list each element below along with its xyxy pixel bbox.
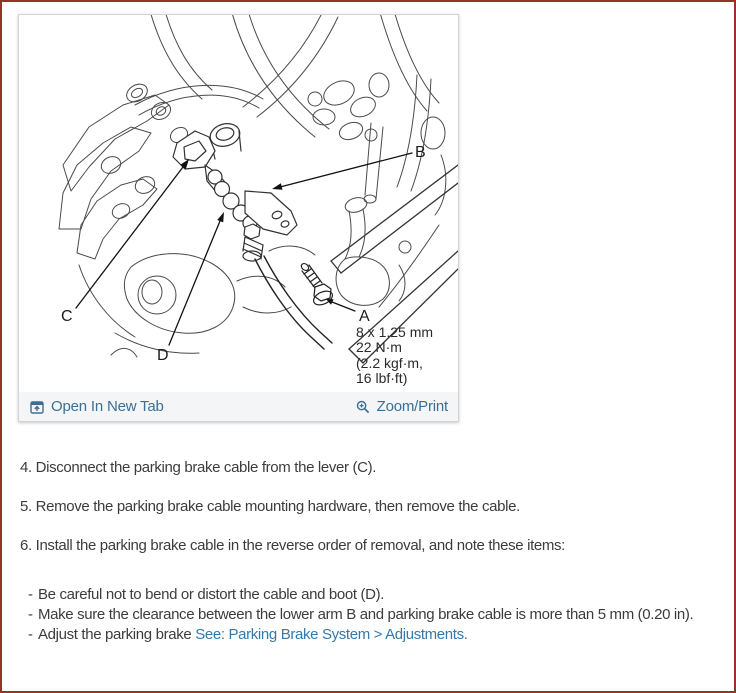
adjustments-link[interactable]: See: Parking Brake System > Adjustments. xyxy=(195,626,468,643)
diagram-background-art xyxy=(59,15,458,363)
note-item-2 xyxy=(28,605,726,625)
step-6: 6. Install the parking brake cable in the reverse order of removal, and note these items: xyxy=(20,537,565,554)
torque-spec-line-3: (2.2 kgf·m, xyxy=(356,355,423,371)
note-dash: - xyxy=(28,586,33,603)
diagram-label-d: D xyxy=(157,347,169,364)
open-in-new-tab-icon xyxy=(30,400,44,414)
diagram-label-a: A xyxy=(359,308,370,325)
torque-spec-line-4: 16 lbf·ft) xyxy=(356,370,408,386)
figure-panel xyxy=(18,14,459,422)
zoom-in-icon xyxy=(356,400,370,414)
open-in-new-tab-label: Open In New Tab xyxy=(51,398,164,415)
instruction-content xyxy=(20,458,726,645)
note-text: Make sure the clearance between the lower arm B and parking brake cable is more than 5 mm (0.20 in). xyxy=(38,606,694,623)
torque-spec-line-2: 22 N·m xyxy=(356,339,402,355)
step-5: 5. Remove the parking brake cable mounting hardware, then remove the cable. xyxy=(20,498,520,515)
note-item-3 xyxy=(28,625,726,645)
figure-canvas xyxy=(19,15,458,392)
zoom-print-label: Zoom/Print xyxy=(376,398,448,415)
parking-brake-diagram xyxy=(19,15,458,392)
torque-spec-line-1: 8 x 1.25 mm xyxy=(356,324,434,340)
note-dash: - xyxy=(28,606,33,623)
diagram-label-b: B xyxy=(415,144,426,161)
note-text: Be careful not to bend or distort the cable and boot (D). xyxy=(38,586,385,603)
diagram-label-c: C xyxy=(61,308,73,325)
cable-assembly xyxy=(173,120,332,349)
figure-toolbar xyxy=(19,392,458,421)
zoom-print-link[interactable] xyxy=(356,398,448,415)
note-list xyxy=(20,585,726,645)
step-4: 4. Disconnect the parking brake cable from the lever (C). xyxy=(20,459,377,476)
note-dash: - xyxy=(28,626,33,643)
open-in-new-tab-link[interactable] xyxy=(30,398,164,415)
note-item-1 xyxy=(28,585,726,605)
note-text: Adjust the parking brake xyxy=(38,626,196,643)
